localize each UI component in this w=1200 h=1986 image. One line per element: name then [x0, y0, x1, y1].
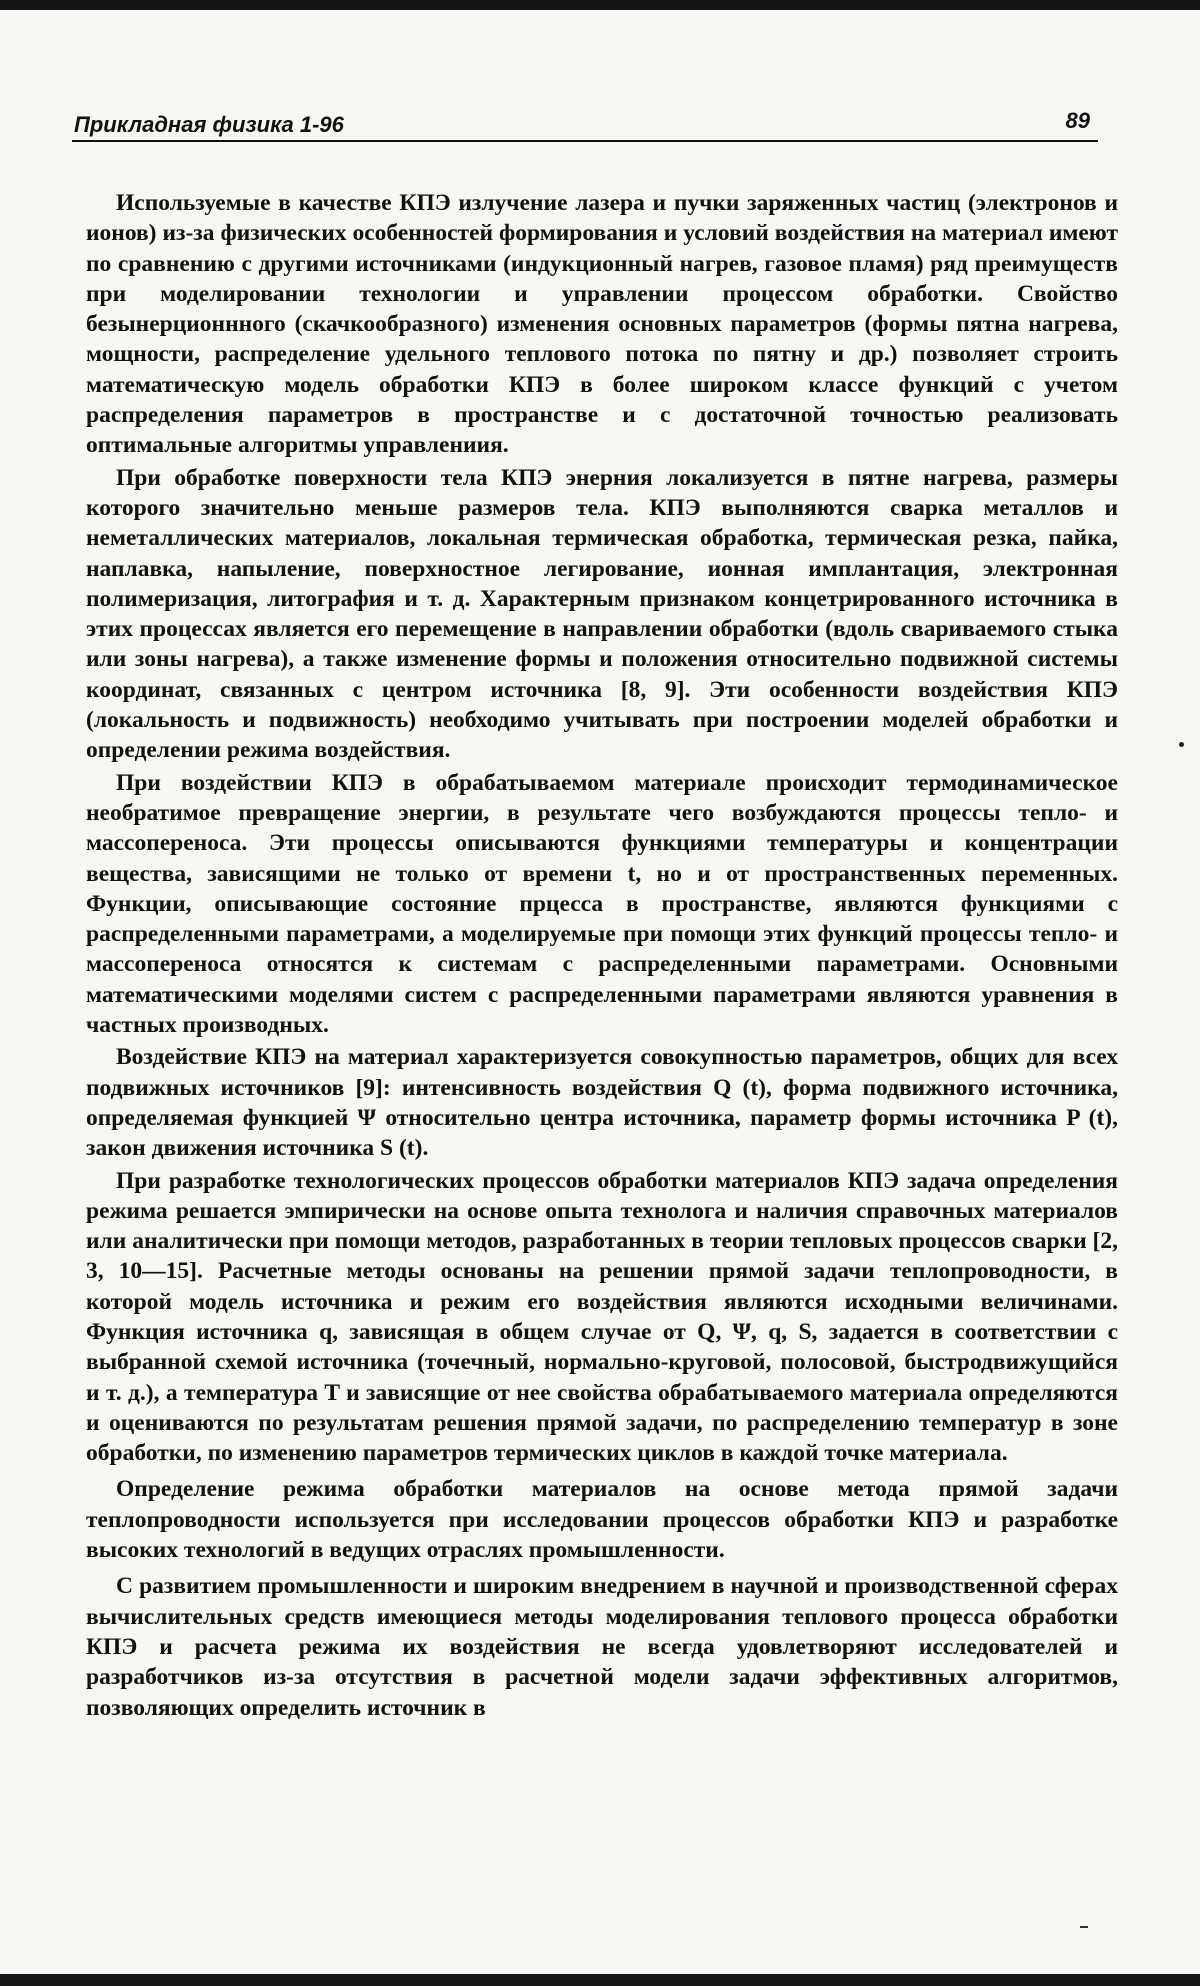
- paragraph-4: Воздействие КПЭ на материал характеризуется совокупностью параметров, общих для всех подвижных источников [9]: интенсивность воздействия Q (t), форма подвижного источника, определяемая функцией Ψ относительно центра источника, параметр формы источника P (t), закон движения источника S (t).: [86, 1044, 1118, 1162]
- body-text: [86, 188, 1118, 1725]
- paragraph-7: С развитием промышленности и широким внедрением в научной и производственной сферах вычислительных средств имеющиеся методы моделирования теплового процесса обработки КПЭ и расчета режима их воздействия не всегда удовлетворяют исследователей и разработчиков из-за отсутствия в расчетной модели задачи эффективных алгоритмов, позволяющих определить источник в: [86, 1573, 1118, 1721]
- page-number: 89: [1065, 108, 1090, 133]
- paragraph-3: При воздействии КПЭ в обрабатываемом материале происходит термодинамическое необратимое превращение энергии, в результате чего возбуждаются процессы тепло- и массопереноса. Эти процессы описываются функциями температуры и концентрации вещества, зависящими не только от времени t, но и от пространственных переменных. Функции, описывающие состояние прцесса в пространстве, являются функциями с распределенными параметрами, а моделируемые при помощи этих функций процессы тепло- и массопереноса относятся к системам с распределенными параметрами. Основными математическими моделями систем с распределенными параметрами являются уравнения в частных производных.: [86, 769, 1118, 1039]
- paragraph-2: При обработке поверхности тела КПЭ энерния локализуется в пятне нагрева, размеры которого значительно меньше размеров тела. КПЭ выполняются сварка металлов и неметаллических материалов, локальная термическая обработка, термическая резка, пайка, наплавка, напыление, поверхностное легирование, ионная имплантация, электронная полимеризация, литография и т. д. Характерным признаком концетрированного источника в этих процессах является его перемещение в направлении обработки (вдоль свариваемого стыка или зоны нагрева), а также изменение формы и положения относительно подвижной системы координат, связанных с центром источника [8, 9]. Эти особенности воздействия КПЭ (локальность и подвижность) необходимо учитывать при построении моделей обработки и определении режима воздействия.: [86, 464, 1118, 764]
- scan-speck: [1179, 742, 1184, 747]
- scan-bottom-edge: [0, 1974, 1200, 1986]
- paragraph-6: Определение режима обработки материалов на основе метода прямой задачи теплопроводности используется при исследовании процессов обработки КПЭ и разработке высоких технологий в ведущих отраслях промышленности.: [86, 1476, 1118, 1564]
- journal-title: Прикладная физика 1-96: [74, 112, 344, 137]
- scan-mark: [1080, 1926, 1088, 1928]
- paragraph-1: Используемые в качестве КПЭ излучение лазера и пучки заряженных частиц (электронов и ионов) из-за физических особенностей формирования и условий воздействия на материал имеют по сравнению с другими источниками (индукционный нагрев, газовое пламя) ряд преимуществ при моделировании технологии и управлении процессом обработки. Свойство безынерционнного (скачкообразного) изменения основных параметров (формы пятна нагрева, мощности, распределение удельного теплового потока по пятну и др.) позволяет строить математическую модель обработки КПЭ в более широком классе функций с учетом распределения параметров в пространстве и с достаточной точностью реализовать оптимальные алгоритмы управлениия.: [86, 190, 1118, 459]
- paragraph-5: При разработке технологических процессов обработки материалов КПЭ задача определения режима решается эмпирически на основе опыта технолога и наличия справочных материалов или аналитически при помощи методов, разработанных в теории тепловых процессов сварки [2, 3, 10—15]. Расчетные методы основаны на решении прямой задачи теплопроводности, в которой модель источника и режим его воздействия являются исходными величинами. Функция источника q, зависящая в общем случае от Q, Ψ, q, S, задается в соответствии с выбранной схемой источника (точечный, нормально-круговой, полосовой, быстродвижущийся и т. д.), а температура T и зависящие от нее свойства обрабатываемого материала определяются и оцениваются по результатам решения прямой задачи, по распределению температур в зоне обработки, по изменению параметров термических циклов в каждой точке материала.: [86, 1167, 1118, 1467]
- scan-top-edge: [0, 0, 1200, 10]
- running-header: [72, 108, 1098, 142]
